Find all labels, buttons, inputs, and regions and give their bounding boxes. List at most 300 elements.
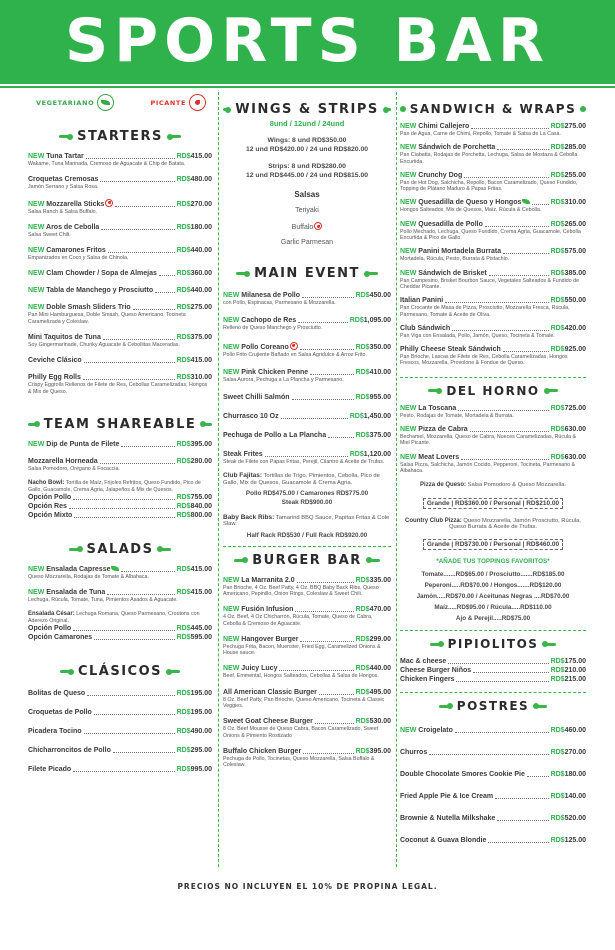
item-name: Baby Back Ribs:	[223, 514, 275, 522]
item-description: Mortadela, Rúcula, Pesto, Burrata & Pistachio.	[400, 256, 510, 263]
item-price: RD$180.00	[176, 223, 212, 231]
new-badge: NEW	[400, 426, 419, 434]
new-badge: NEW	[28, 440, 47, 448]
item-price: RD$925.00	[550, 346, 586, 354]
item-description: Pan Brioche, 4 Oz. Beef Patty, 4 Oz. BBQ Baby Back Ribs, Queso Americano, Pepinillo, Onion Rings, Coleslaw & Sweet Chili.	[223, 584, 379, 597]
sauce-teriyaki: Teriyaki	[295, 207, 319, 214]
item-price: RD$440.00	[176, 247, 212, 255]
menu-item	[223, 747, 391, 769]
menu-item	[28, 175, 212, 190]
item-price: RD$410.00	[355, 368, 391, 376]
topping-line: Jamón.....RD$70.00 / Aceitunas Negras ....RD$70.00	[416, 593, 570, 601]
page-title: SPORTS BAR	[64, 6, 551, 76]
item-description: con Pollo, Espinacas, Parmesano & Mozzarella.	[223, 300, 336, 306]
new-badge: NEW	[400, 404, 419, 412]
item-name: Churros	[400, 749, 428, 757]
menu-item	[223, 515, 391, 540]
item-name: Ensalada César:	[28, 611, 75, 618]
legend-spicy-label: PICANTE	[150, 98, 186, 107]
menu-item	[28, 269, 212, 278]
item-price: RD$440.00	[176, 287, 212, 295]
section-title: DEL HORNO	[400, 384, 586, 398]
section-title: SANDWICH & WRAPS	[400, 102, 586, 116]
item-price: RD$360.00	[176, 270, 212, 278]
item-price: RD$415.00	[176, 153, 212, 160]
item-price: RD$270.00	[550, 749, 586, 757]
new-badge: NEW	[400, 727, 419, 735]
item-name: NEW Mozzarella Sticks	[28, 199, 113, 209]
menu-item	[400, 748, 586, 757]
menu-item	[28, 152, 212, 167]
item-description: Lechuga, Rúcula, Tomate, Tuna, Pimientos Asados & Aguacate.	[28, 597, 178, 604]
section-divider	[400, 692, 586, 693]
item-name: NEW Pollo Coreano	[223, 342, 298, 352]
new-badge: NEW	[28, 153, 47, 160]
item-price: RD$280.00	[176, 457, 212, 465]
new-badge: NEW	[400, 199, 419, 207]
new-badge: NEW	[28, 223, 47, 231]
item-name: Opción Pollo	[28, 625, 72, 633]
menu-item	[223, 412, 391, 421]
pizza-queso-prices: Grande | RD$360.00 / Personal | RD$210.00	[423, 498, 563, 509]
item-name: Churrasco 10 Oz	[223, 413, 279, 421]
item-name: NEW Quesadilla de Pollo	[400, 220, 483, 228]
menu-item	[28, 493, 212, 502]
item-name: Mini Taquitos de Tuna	[28, 334, 101, 342]
item-price: RD$480.00	[176, 176, 212, 184]
item-name: Coconut & Guava Blondie	[400, 837, 487, 845]
item-price: RD$1,120.00	[349, 451, 391, 459]
item-price: RD$460.00	[550, 727, 586, 735]
item-price: RD$490.00	[176, 728, 212, 736]
item-price: RD$800.00	[176, 511, 212, 519]
chili-icon	[290, 342, 298, 350]
new-badge: NEW	[223, 292, 242, 299]
item-name: NEW Ensalada de Tuna	[28, 589, 106, 597]
item-price: RD$415.00	[176, 565, 212, 573]
item-name: NEW Tabla de Manchego y Prosciutto	[28, 287, 154, 295]
menu-item	[223, 688, 391, 710]
item-description: Pan de Agua, Carne de Chimi, Repollo, Tomate & Salsa de La Casa.	[400, 131, 561, 137]
menu-item	[28, 511, 212, 520]
item-price: RD$470.00	[355, 606, 391, 614]
chili-icon	[314, 222, 322, 230]
item-price: RD$335.00	[355, 576, 391, 584]
column-left	[28, 90, 212, 872]
item-description: Beef, Emmental, Hongos Salteados, Cebollas & Salsa de Hongos.	[223, 673, 379, 680]
column-middle	[223, 90, 391, 872]
menu-item	[223, 450, 391, 465]
section-title: PIPIOLITOS	[400, 637, 586, 651]
section-title: POSTRES	[400, 699, 586, 713]
topping-line: Maíz.....RD$95.00 / Rúcula.....RD$110.00	[434, 604, 552, 612]
item-name: NEW Sándwich de Brisket	[400, 269, 487, 277]
item-name: NEW Pink Chicken Penne	[223, 368, 309, 376]
wings-subtitle: 8und / 12und / 24und	[269, 119, 345, 128]
item-description: Pan Campesino, Brisket Bourbon Sauce, Vegetales Salteados & Fundido de Cheddar Picante.	[400, 277, 580, 290]
new-badge: NEW	[223, 576, 242, 584]
item-price: RD$530.00	[355, 718, 391, 726]
new-badge: NEW	[223, 317, 242, 325]
item-list	[400, 404, 586, 474]
item-name: NEW Doble Smash Sliders Trio	[28, 304, 131, 312]
item-description: Pan Ciabatta, Rodajas de Porchetta, Lechuga, Salsa de Mostaza & Cebolla Encurtida.	[400, 152, 578, 165]
item-name: Country Club Pizza:	[405, 517, 462, 524]
menu-item	[400, 425, 586, 447]
item-name: Mozzarella Horneada	[28, 457, 98, 465]
item-name: NEW Sándwich de Porchetta	[400, 144, 496, 152]
menu-item	[28, 246, 212, 261]
item-name: Philly Egg Rolls	[28, 374, 81, 382]
item-price: RD$630.00	[550, 426, 586, 434]
item-name: Nacho Bowl:	[28, 480, 65, 487]
sauces-title: Salsas	[294, 190, 320, 199]
menu-item	[223, 291, 391, 306]
menu-item	[223, 635, 391, 657]
item-price: RD$140.00	[550, 793, 586, 801]
chili-icon	[189, 94, 206, 111]
item-description: Pollo Frito Crujiente Bañado en Salsa Agridulce & Arroz Frito.	[223, 351, 367, 358]
section-burger-bar	[223, 553, 391, 769]
sauce-buffalo: Buffalo	[223, 222, 391, 231]
item-description: Pan Mini Hamburguesa, Doble Smash, Queso Americano, Tocineta Caramelizada y Coleslaw.	[28, 312, 186, 325]
item-name: NEW Cachopo de Res	[223, 317, 297, 325]
menu-item	[400, 247, 586, 262]
item-price: RD$215.00	[550, 676, 586, 684]
wings-line: 12 und RD$420.00 / 24 und RD$820.00	[245, 146, 369, 153]
item-price: RD$385.00	[550, 269, 586, 277]
item-list	[28, 565, 212, 604]
item-description: Pan Brioche, Lascas de Filete de Res, Cebolla Caramelizadas, Hongos Frescos, Mozzarella, Provolone & Fondue de Queso.	[400, 354, 568, 367]
section-starters	[28, 129, 212, 395]
item-price: RD$125.00	[550, 837, 586, 845]
toppings-title: *AÑADE TUS TOPPINGS FAVORITOS*	[436, 558, 550, 566]
leaf-icon	[111, 566, 119, 571]
new-badge: NEW	[400, 171, 419, 179]
section-divider	[223, 546, 391, 547]
item-name: NEW Juicy Lucy	[223, 665, 278, 673]
menu-item	[28, 624, 212, 633]
new-badge: NEW	[28, 270, 47, 278]
legend-spicy	[151, 94, 207, 111]
new-badge: NEW	[28, 200, 47, 208]
item-name: NEW Chimi Callejero	[400, 123, 470, 130]
item-name: Sweet Chilli Salmón	[223, 394, 290, 402]
item-price: RD$755.00	[176, 493, 212, 501]
menu-item	[400, 171, 586, 193]
country-club-prices: Grande | RD$730.00 / Personal | RD$460.00	[423, 539, 563, 550]
item-name: Ceviche Clásico	[28, 357, 82, 365]
item-description: Empanizados en Coco y Salsa de Chinola.	[28, 255, 129, 262]
item-price: RD$840.00	[176, 502, 212, 510]
item-price: RD$415.00	[176, 357, 212, 365]
menu-item	[400, 666, 586, 675]
column-divider	[396, 92, 397, 867]
item-name: Opción Pollo	[28, 493, 72, 501]
item-price: RD$310.00	[176, 374, 212, 382]
section-pipiolitos	[400, 637, 586, 684]
item-price: RD$995.00	[176, 766, 212, 774]
menu-item	[28, 457, 212, 472]
menu-item	[400, 482, 586, 509]
menu-item	[223, 576, 391, 598]
item-name: Philly Cheese Steak Sándwich	[400, 346, 501, 354]
ribs-prices: Half Rack RD$530 / Full Rack RD$920.00	[246, 531, 368, 539]
item-name: NEW Panini Mortadela Burrata	[400, 248, 502, 256]
item-list	[400, 657, 586, 684]
section-title: SALADS	[28, 542, 212, 557]
menu-item	[400, 198, 586, 213]
new-badge: NEW	[223, 635, 242, 643]
column-divider	[218, 92, 219, 867]
section-divider	[400, 630, 586, 631]
item-description: Jamón Serrano y Salsa Rosa.	[28, 184, 99, 191]
item-name: NEW La Marranita 2.0	[223, 576, 295, 584]
item-price: RD$395.00	[355, 747, 391, 755]
new-badge: NEW	[400, 220, 419, 228]
item-price: RD$495.00	[355, 688, 391, 696]
item-description: Salsa Sweet Chili.	[28, 231, 71, 238]
item-description: Salsa Ranch & Salsa Buffalo.	[28, 208, 98, 215]
item-price: RD$445.00	[176, 625, 212, 633]
item-name: NEW Aros de Cebolla	[28, 223, 100, 231]
item-name: Bolitas de Queso	[28, 690, 86, 698]
menu-item	[400, 453, 586, 475]
item-price: RD$630.00	[550, 453, 586, 461]
topping-line: Peperoni.....RD$70.00 / Hongos.......RD$120.00	[424, 582, 562, 590]
menu-item	[223, 342, 391, 358]
menu-item	[400, 345, 586, 367]
item-price: RD$180.00	[550, 771, 586, 779]
menu-item	[28, 356, 212, 365]
item-price: RD$575.00	[550, 248, 586, 256]
item-name: Croquetas Cremosas	[28, 176, 99, 184]
item-price: RD$310.00	[550, 199, 586, 207]
new-badge: NEW	[28, 304, 47, 312]
item-name: NEW Camarones Fritos	[28, 247, 106, 255]
menu-item	[28, 303, 212, 325]
strips-line: 12 und RD$445.00 / 24 und RD$815.00	[245, 172, 369, 179]
menu-item	[400, 220, 586, 242]
item-price: RD$415.00	[176, 589, 212, 597]
item-name: Buffalo Chicken Burger	[223, 747, 302, 755]
section-title: BURGER BAR	[223, 553, 391, 568]
menu-item	[28, 633, 212, 642]
item-description: Tamarind BBQ Sauce, Papitas Fritas & Cole Slaw.	[223, 515, 390, 528]
new-badge: NEW	[28, 589, 47, 597]
menu-item	[28, 588, 212, 603]
item-description: 8 Oz. Beef Patty, Pan Brioche, Queso Americano, Tocineta & Classic Veggies.	[223, 696, 385, 710]
section-title: WINGS & STRIPS	[223, 102, 391, 117]
menu-item	[223, 717, 391, 739]
item-price: RD$375.00	[176, 334, 212, 342]
section-shareable	[28, 417, 212, 520]
strips-line: Strips: 8 und RD$280.00	[268, 163, 346, 170]
item-description: Crispy Eggrolls Rellenos de Filete de Res, Cebollas Caramelizadas, Hongos & Mix de Queso.	[28, 382, 208, 395]
menu-item	[400, 518, 586, 552]
new-badge: NEW	[400, 144, 419, 152]
item-price: RD$1,450.00	[349, 413, 391, 421]
item-name: Croquetas de Pollo	[28, 709, 92, 717]
item-description: Pan Crocante de Masa de Pizza, Prosciutto, Mozzarella Fresca, Rúcula, Parmesano, Tomate & Aceite de Oliva.	[400, 305, 570, 318]
menu-item	[400, 726, 586, 735]
item-price: RD$270.00	[176, 200, 212, 208]
new-badge: NEW	[400, 248, 419, 256]
item-description: Tortilla de Maíz, Frijoles Refritos, Queso Fundido, Pico de Gallo, Guacamole, Crema Agria, Jalapeños & Mix de Quesos.	[28, 480, 201, 493]
header-rule	[0, 86, 615, 88]
header-band	[0, 0, 615, 84]
section-salads	[28, 542, 212, 642]
menu-item	[223, 368, 391, 383]
item-description: Pesto, Rodajas de Tomate, Mortadela & Burrata.	[400, 412, 514, 419]
new-badge: NEW	[400, 123, 419, 130]
menu-item	[28, 502, 212, 511]
item-price: RD$450.00	[355, 292, 391, 299]
item-price: RD$395.00	[176, 440, 212, 448]
item-description: Pechuga de Pollo, Tocinetas, Queso Mozzarella, Salsa Buffalo & Coleslaw.	[223, 755, 375, 769]
item-description: Queso Mozzarella, Rodajas de Tomate & Albahaca.	[28, 573, 149, 580]
menu-item	[28, 373, 212, 395]
chili-icon	[105, 199, 113, 207]
item-price: RD$440.00	[355, 665, 391, 673]
item-list	[400, 122, 586, 367]
new-badge: NEW	[400, 269, 419, 277]
item-price: RD$285.00	[550, 144, 586, 152]
item-price: RD$195.00	[176, 709, 212, 717]
menu-item	[400, 269, 586, 291]
item-price: RD$210.00	[550, 667, 586, 675]
menu-item	[223, 393, 391, 402]
item-name: Steak Frites	[223, 451, 263, 459]
item-description: Tortillas de Trigo, Pimientos, Cebolla, Pico de Gallo, Mix de Quesos, Guacamole & Crema Agria.	[223, 473, 380, 486]
menu-item	[28, 480, 212, 520]
item-price: RD$265.00	[550, 220, 586, 228]
menu-item	[400, 675, 586, 684]
item-description: Bechamel, Mozzarella, Queso de Cabra, Nueces Caramelizadas, Rúcula & Miel Picante.	[400, 434, 577, 447]
section-wings	[223, 102, 391, 246]
item-price: RD$420.00	[550, 324, 586, 332]
column-right	[400, 90, 586, 872]
item-description: Soy Gingermarinade, Chunky Aguacate & Cebollitas Maceradas.	[28, 342, 180, 349]
item-name: NEW Quesadilla de Queso y Hongos	[400, 198, 530, 207]
item-description: Lechuga Romana, Queso Parmesano, Croutons con Aderezo Original.	[28, 611, 200, 624]
item-price: RD$299.00	[355, 635, 391, 643]
menu-item	[28, 765, 212, 774]
item-name: Chicken Fingers	[400, 676, 455, 684]
menu-item	[28, 746, 212, 755]
item-price: RD$350.00	[355, 343, 391, 351]
item-list	[223, 291, 391, 465]
legend-vegetarian	[36, 94, 114, 111]
new-badge: NEW	[28, 247, 47, 255]
item-price: RD$725.00	[550, 404, 586, 412]
legend	[28, 90, 212, 111]
item-description: Pan de Hot Dog, Salchicha, Repollo, Bacon Caramelizado, Queso Fundido, Topping de Plátano Maduro & Papas Fritas.	[400, 179, 578, 193]
item-name: Opción Mixto	[28, 511, 73, 519]
new-badge: NEW	[223, 343, 242, 351]
fajitas-prices: Pollo RD$475.00 / Camarones RD$775.00	[245, 490, 369, 498]
item-price: RD$550.00	[550, 297, 586, 305]
item-description: Salsa Pizza, Salchicha, Jamón Cocido, Pepperoni, Tocineta, Parmesano & Albahaca.	[400, 461, 576, 474]
menu-item	[223, 605, 391, 627]
menu-item	[400, 296, 586, 318]
item-description: Wakame, Tuna Marinada, Cremoso de Aguacate & Chip de Batata.	[28, 161, 186, 167]
menu-item	[28, 440, 212, 449]
item-price: RD$955.00	[355, 394, 391, 402]
menu-item	[400, 836, 586, 845]
menu-item	[400, 657, 586, 666]
item-description: Queso Mozzarella, Jamón Prosciutto, Rúcula, Queso Burrata & Aceite de Trufas.	[449, 517, 581, 530]
item-name: NEW Milanesa de Pollo	[223, 292, 301, 299]
item-name: NEW Dip de Punta de Filete	[28, 440, 120, 448]
item-price: RD$295.00	[176, 747, 212, 755]
item-name: Mac & cheese	[400, 658, 447, 666]
item-name: Opción Camarones	[28, 634, 93, 642]
item-name: Chicharroncitos de Pollo	[28, 747, 111, 755]
section-postres	[400, 699, 586, 845]
item-description: Steak de Filete con Papas Fritas, Perejil, Cilantro & Aceite de Trufas.	[223, 459, 385, 466]
menu-item	[223, 316, 391, 331]
new-badge: NEW	[400, 453, 419, 461]
menu-item	[28, 727, 212, 736]
menu-item	[28, 611, 212, 642]
item-name: Pizza de Queso:	[420, 482, 467, 489]
menu-item	[28, 708, 212, 717]
item-description: 4 Oz. Beef, 4 Oz Chicharrón, Rúcula, Tomate, Queso de Cabra, Cebolla & Cremoso de Aguacate.	[223, 614, 373, 627]
menu-item	[223, 473, 391, 507]
section-divider	[400, 377, 586, 378]
item-name: NEW Tuna Tartar	[28, 153, 84, 160]
topping-line: Ajo & Perejil.....RD$75.00	[455, 615, 531, 623]
item-name: Fried Apple Pie & Ice Cream	[400, 793, 494, 801]
footer-note: PRECIOS NO INCLUYEN EL 10% DE PROPINA LEGAL.	[177, 882, 438, 891]
section-main-event	[223, 266, 391, 540]
new-badge: NEW	[223, 665, 242, 673]
item-name: All American Classic Burger	[223, 688, 317, 696]
menu-item	[400, 143, 586, 165]
item-name: Club Sándwich	[400, 324, 451, 332]
menu-item	[223, 431, 391, 440]
option-list	[28, 493, 212, 520]
item-name: NEW Meat Lovers	[400, 453, 460, 461]
item-name: Club Fajitas:	[223, 472, 263, 480]
item-description: Salsa Pomodoro & Queso Mozzarella.	[467, 482, 566, 489]
section-title: STARTERS	[28, 129, 212, 144]
menu-item	[400, 770, 586, 779]
item-description: Pollo Mechado, Lechuga, Queso Fundido, Crema Agria, Guacamole, Cebolla Encurtida & Pico de Gallo.	[400, 228, 581, 242]
section-sandwich	[400, 102, 586, 367]
menu-item	[28, 565, 212, 580]
menu-item	[28, 333, 212, 348]
section-horno	[400, 384, 586, 624]
item-name: Filete Picado	[28, 766, 72, 774]
item-list	[28, 689, 212, 774]
item-name: Opción Res	[28, 502, 67, 510]
leaf-icon	[97, 94, 114, 111]
menu-item	[400, 404, 586, 419]
item-description: Pan Viga con Ensalada, Pollo, Jamón, Queso, Tocineta & Tomate.	[400, 332, 555, 339]
new-badge: NEW	[28, 287, 47, 295]
new-badge: NEW	[28, 565, 47, 573]
item-price: RD$1,095.00	[349, 317, 391, 325]
sauce-garlic-parmesan: Garlic Parmesan	[280, 239, 334, 246]
section-clasicos	[28, 664, 212, 774]
menu-item	[28, 689, 212, 698]
item-list	[400, 726, 586, 845]
item-price: RD$255.00	[550, 171, 586, 179]
item-list	[28, 440, 212, 472]
menu-item	[400, 324, 586, 339]
